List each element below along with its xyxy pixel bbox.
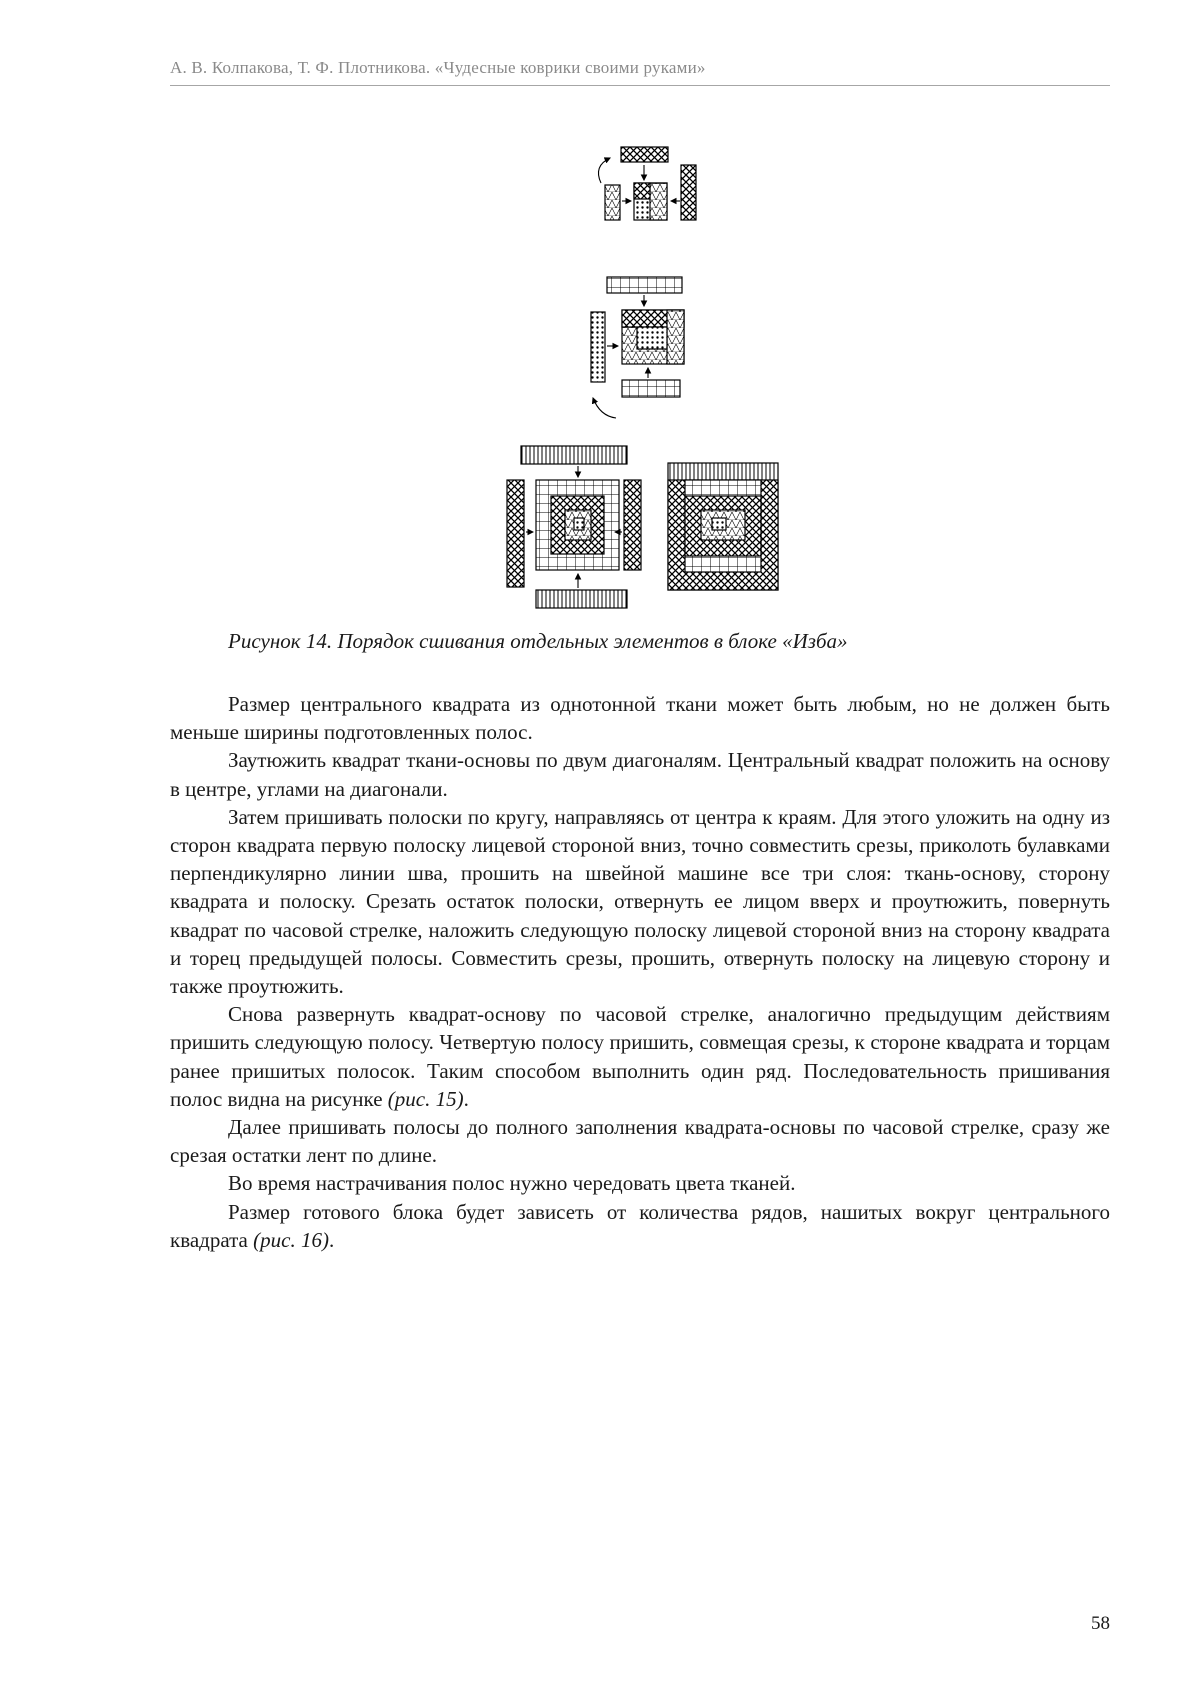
paragraph-central-square <box>170 690 1110 746</box>
paragraph-sewing-strips <box>170 803 1110 1000</box>
paragraph-text: Во время настрачивания полос нужно чередовать цвета тканей. <box>228 1171 796 1196</box>
running-header: А. В. Колпакова, Т. Ф. Плотникова. «Чудесные коврики своими руками» <box>170 58 706 77</box>
paragraph-next-strip <box>170 1000 1110 1113</box>
paragraph-block-size <box>170 1198 1110 1254</box>
paragraph-text: Снова развернуть квадрат-основу по часовой стрелке, аналогично предыдущим действиям пришить следующую полосу. Четвертую полосу пришить, совмещая срезы, к стороне квадрата и торцам ранее пришитых полосок. Таким способом выполнить один ряд. Последовательность пришивания полос видна на рисунке <box>170 1002 1110 1111</box>
paragraph-tail: . <box>463 1086 469 1111</box>
paragraph-text: Размер центрального квадрата из однотонной ткани может быть любым, но не должен быть меньше ширины подготовленных полос. <box>170 692 1110 745</box>
paragraph-tail: . <box>328 1227 335 1252</box>
paragraph-alternate-colors <box>170 1169 1110 1197</box>
paragraph-text: Далее пришивать полосы до полного заполнения квадрата-основы по часовой стрелке, сразу же срезая остатки лент по длине. <box>170 1115 1110 1168</box>
page-number: 58 <box>1091 1613 1110 1634</box>
figure-caption: Рисунок 14. Порядок сшивания отдельных элементов в блоке «Изба» <box>228 629 848 653</box>
figure-reference: (рис. 16) <box>253 1227 329 1252</box>
header-rule <box>170 85 1110 86</box>
log-cabin-sewing-diagram <box>0 0 1190 640</box>
figure-reference: (рис. 15) <box>387 1086 464 1111</box>
paragraph-base-ironing <box>170 746 1110 802</box>
body-text <box>170 690 1110 1254</box>
paragraph-text: Заутюжить квадрат ткани-основы по двум диагоналям. Центральный квадрат положить на основу в центре, углами на диагонали. <box>170 748 1110 801</box>
paragraph-continue <box>170 1113 1110 1169</box>
paragraph-text: Размер готового блока будет зависеть от количества рядов, нашитых вокруг центрального квадрата <box>170 1199 1110 1252</box>
paragraph-text: Затем пришивать полоски по кругу, направляясь от центра к краям. Для этого уложить на одну из сторон квадрата первую полоску лицевой стороной вниз, точно совместить срезы, приколоть булавками перпендикулярно линии шва, прошить на швейной машине все три слоя: ткань-основу, сторону квадрата и полоску. Срезать остаток полоски, отвернуть ее лицом вверх и проутюжить, повернуть квадрат по часовой стрелке, наложить следующую полоску лицевой стороной вниз на сторону квадрата и торец предыдущей полосы. Совместить срезы, прошить, отвернуть полоску на лицевую сторону и также проутюжить. <box>170 804 1110 999</box>
